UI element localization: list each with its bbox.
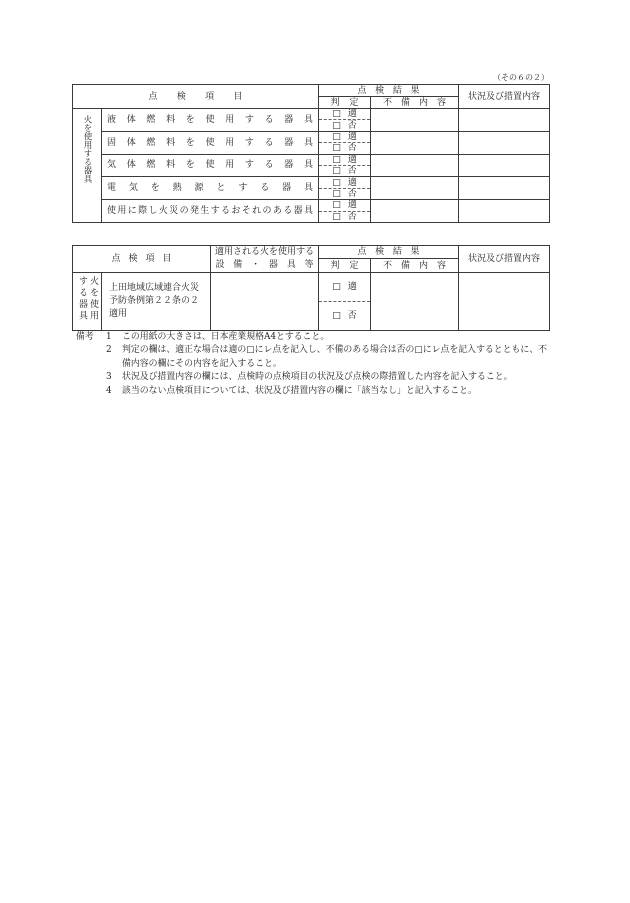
page-label: （その６の２） <box>493 73 549 82</box>
inspection-row <box>73 177 550 188</box>
header-inspection-item <box>73 85 319 109</box>
header-inspection-item-label: 点 検 項 目 <box>148 91 243 102</box>
checkbox-ng[interactable]: □ <box>332 311 341 321</box>
judgement-ok-cell <box>319 177 371 188</box>
judgement-ng-cell <box>319 120 371 131</box>
inspection-item-label: 気 体 燃 料 を 使 用 す る 器 具 <box>107 160 313 171</box>
note-number: 2 <box>106 345 112 356</box>
header-defect-details <box>371 97 459 109</box>
judgement-ng-label: 否 <box>347 188 357 199</box>
note-item <box>104 385 550 398</box>
note-text: 該当のない点検項目については、状況及び措置内容の欄に「該当なし」と記入すること。 <box>122 385 477 396</box>
inspection-item-cell <box>102 154 319 177</box>
judgement-ok-label: 適 <box>347 109 357 120</box>
header-defect-details <box>371 259 459 273</box>
header-inspection-result-label: 点 検 結 果 <box>357 85 420 96</box>
header-applicable-equipment <box>211 246 319 273</box>
judgement-ok-label: 適 <box>347 200 357 211</box>
checkbox-ng[interactable]: □ <box>332 120 341 131</box>
note-number: 1 <box>106 332 112 342</box>
ordinance-inspection-table <box>72 245 550 331</box>
note-number: 4 <box>106 385 112 396</box>
checkbox-ok[interactable]: □ <box>332 154 341 165</box>
group-label-fire-appliances: 火を使用する器具 <box>82 115 92 183</box>
inspection-item-cell <box>102 200 319 223</box>
inspection-row <box>73 200 550 211</box>
judgement-ng-label: 否 <box>347 211 357 222</box>
defect-details-cell <box>371 200 459 223</box>
status-measures-cell <box>459 131 550 154</box>
judgement-ng-cell <box>319 302 371 331</box>
group-label-fire-appliances: 火を使用する器具 <box>77 276 98 322</box>
checkbox-ng[interactable]: □ <box>332 211 341 222</box>
judgement-ok-label: 適 <box>347 131 357 142</box>
checkbox-ok[interactable]: □ <box>332 109 341 120</box>
inspection-row <box>73 273 550 302</box>
defect-details-cell <box>371 273 459 331</box>
inspection-item-label: 電 気 を 熱 源 と す る 器 具 <box>107 183 313 194</box>
header-inspection-result <box>319 246 459 259</box>
header-judgement-label: 判 定 <box>330 97 359 108</box>
judgement-ok-cell <box>319 200 371 211</box>
judgement-ok-label: 適 <box>347 282 357 292</box>
header-inspection-item <box>73 246 211 273</box>
judgement-ng-cell <box>319 165 371 176</box>
status-measures-cell <box>459 154 550 177</box>
defect-details-cell <box>371 177 459 200</box>
checkbox-ok[interactable]: □ <box>332 200 341 211</box>
table-header-row <box>73 85 550 97</box>
inspection-item-label: 上田地域広域連合火災予防条例第２２条の２適用 <box>109 283 200 319</box>
header-judgement <box>319 259 371 273</box>
fire-appliance-inspection-table <box>72 84 550 223</box>
applicable-equipment-cell <box>211 273 319 331</box>
header-defect-details-label: 不 備 内 容 <box>383 260 446 271</box>
defect-details-cell <box>371 109 459 132</box>
inspection-item-cell <box>102 109 319 132</box>
group-label-cell <box>73 109 102 223</box>
judgement-ng-cell <box>319 211 371 222</box>
checkbox-ok[interactable]: □ <box>332 131 341 142</box>
defect-details-cell <box>371 131 459 154</box>
status-measures-cell <box>459 177 550 200</box>
checkbox-ng[interactable]: □ <box>332 166 341 177</box>
inspection-item-cell <box>102 131 319 154</box>
judgement-ok-cell <box>319 109 371 120</box>
inspection-row <box>73 109 550 120</box>
note-number: 3 <box>106 372 112 383</box>
header-applicable-equipment-line2: 設 備 ・ 器 具 等 <box>215 260 314 270</box>
judgement-ok-cell <box>319 131 371 142</box>
note-item <box>104 344 550 371</box>
judgement-ng-label: 否 <box>347 311 357 321</box>
note-item <box>104 371 550 384</box>
inspection-row <box>73 154 550 165</box>
checkbox-ok[interactable]: □ <box>332 282 341 292</box>
status-measures-cell <box>459 273 550 331</box>
header-status-and-measures: 状況及び措置内容 <box>459 246 550 273</box>
status-measures-cell <box>459 200 550 223</box>
judgement-ng-label: 否 <box>347 120 357 131</box>
header-inspection-item-label: 点 検 項 目 <box>111 254 172 264</box>
header-judgement <box>319 97 371 109</box>
judgement-ok-cell <box>319 154 371 165</box>
note-text: この用紙の大きさは、日本産業規格A4とすること。 <box>122 332 330 342</box>
header-applicable-equipment-line1: 適用される火を使用する <box>214 247 314 257</box>
judgement-ok-label: 適 <box>347 177 357 188</box>
table-header-row <box>73 246 550 259</box>
judgement-ng-label: 否 <box>347 166 357 177</box>
checkbox-ng[interactable]: □ <box>332 188 341 199</box>
note-text: 状況及び措置内容の欄には、点検時の点検項目の状況及び点検の際措置した内容を記入すること。 <box>122 372 513 383</box>
notes-label: 備考 <box>76 332 94 342</box>
status-measures-cell <box>459 109 550 132</box>
note-text: 判定の欄は、適正な場合は適の□にレ点を記入し、不備のある場合は否の□にレ点を記入するとともに、不備内容の欄にその内容を記入すること。 <box>122 345 548 369</box>
header-judgement-label: 判 定 <box>330 260 359 271</box>
group-label-cell <box>73 273 102 331</box>
judgement-ng-label: 否 <box>347 143 357 154</box>
header-inspection-result <box>319 85 459 97</box>
checkbox-ok[interactable]: □ <box>332 177 341 188</box>
defect-details-cell <box>371 154 459 177</box>
notes <box>76 331 550 398</box>
judgement-ok-cell <box>319 273 371 302</box>
inspection-item-cell <box>102 177 319 200</box>
inspection-row <box>73 131 550 142</box>
inspection-item-cell <box>102 273 211 331</box>
checkbox-ng[interactable]: □ <box>332 143 341 154</box>
note-item <box>104 331 550 344</box>
judgement-ng-cell <box>319 143 371 154</box>
header-defect-details-label: 不 備 内 容 <box>383 97 446 108</box>
judgement-ok-label: 適 <box>347 154 357 165</box>
inspection-item-label: 使用に際し火災の発生するおそれのある器具 <box>107 206 313 217</box>
judgement-ng-cell <box>319 188 371 199</box>
inspection-item-label: 固 体 燃 料 を 使 用 す る 器 具 <box>107 137 313 148</box>
header-status-and-measures: 状況及び措置内容 <box>459 85 550 109</box>
inspection-item-label: 液 体 燃 料 を 使 用 す る 器 具 <box>107 114 313 125</box>
header-inspection-result-label: 点 検 結 果 <box>357 247 420 257</box>
